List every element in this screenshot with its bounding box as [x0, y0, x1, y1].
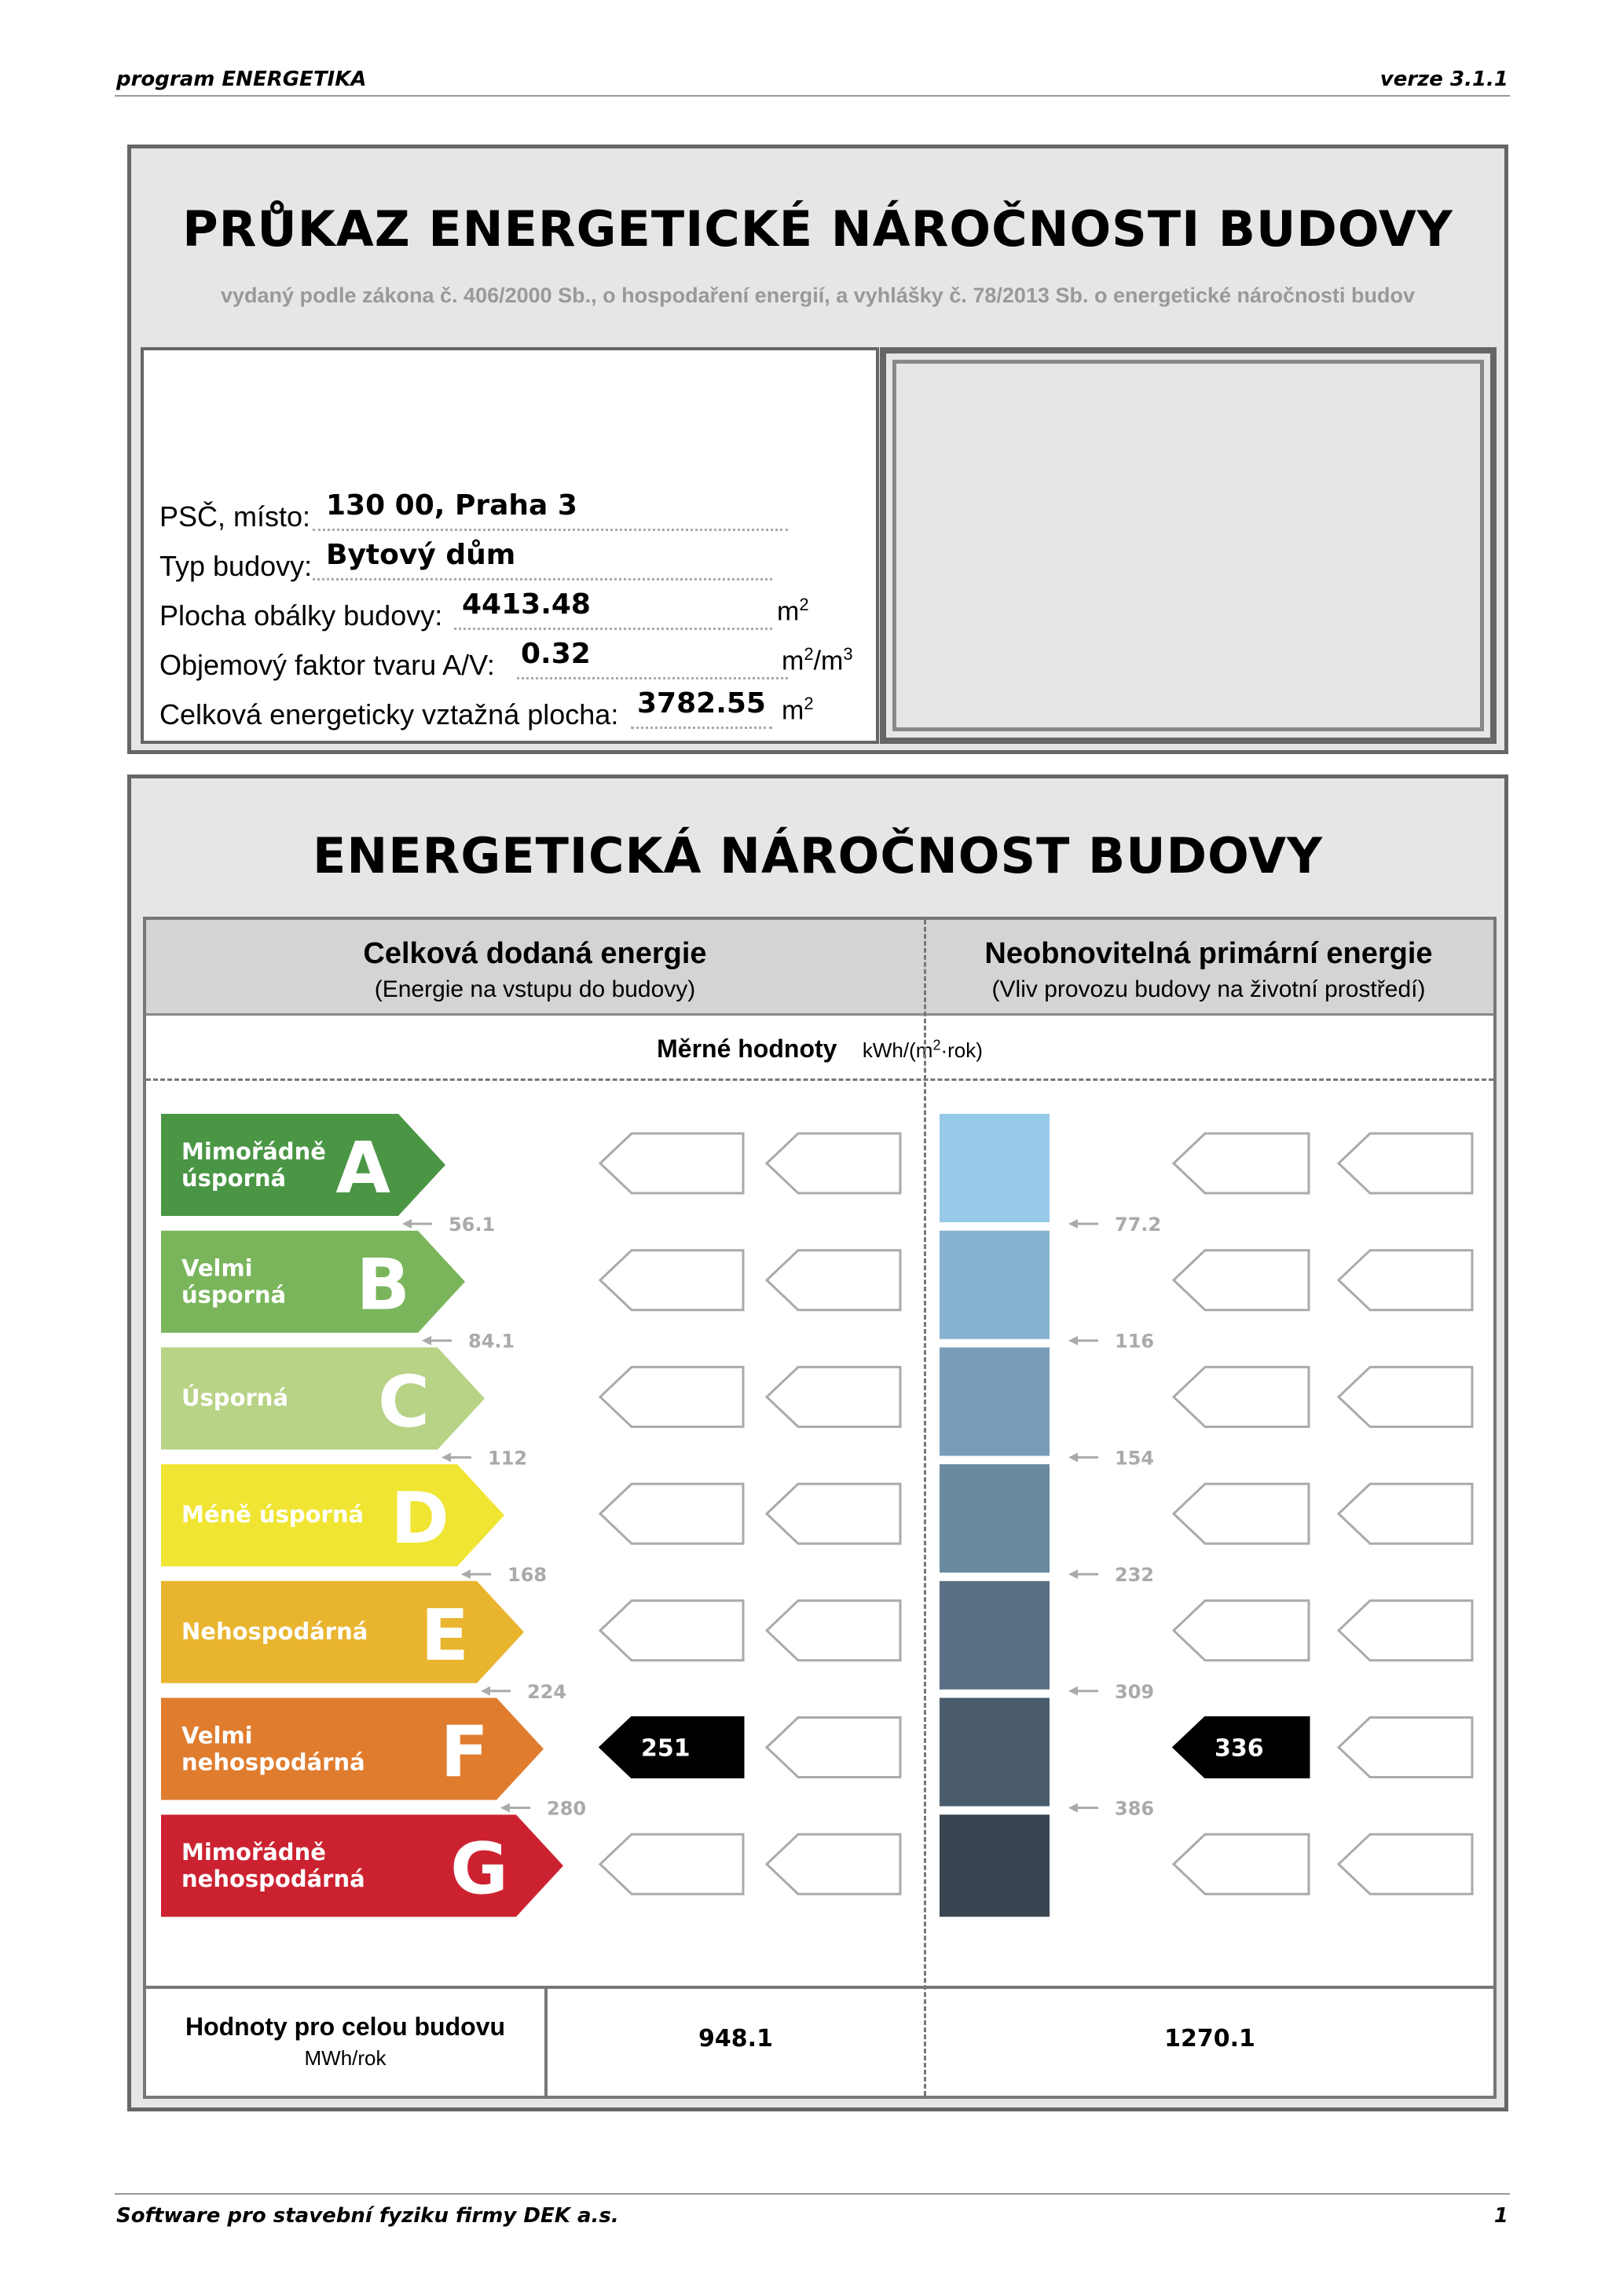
certificate-panel — [127, 145, 1508, 754]
empty-value-marker — [767, 1718, 900, 1778]
class-letter-e: E — [420, 1594, 469, 1677]
class-name-f: Velmi nehospodárná — [181, 1722, 365, 1776]
class-name-b: Velmi úsporná — [181, 1254, 287, 1309]
field-unit: $m^2/m^3$ — [782, 644, 853, 676]
field-value: Bytový dům — [326, 539, 516, 571]
photo-placeholder — [892, 360, 1484, 731]
threshold-arrowhead — [1068, 1336, 1078, 1346]
field-underline — [631, 727, 772, 729]
primary-scale-block-e — [940, 1581, 1050, 1690]
field-unit: $m^2$ — [777, 595, 809, 627]
empty-value-marker — [1174, 1367, 1309, 1426]
primary-scale-block-f — [940, 1698, 1050, 1807]
rating-scale-graphic — [146, 920, 1493, 2096]
field-label: Typ budovy: — [159, 550, 313, 582]
field-label: PSČ, místo: — [159, 500, 311, 533]
empty-value-marker — [600, 1484, 743, 1543]
field-value: 0.32 — [521, 638, 591, 670]
header-program: program ENERGETIKA — [116, 68, 367, 91]
field-label: Plocha obálky budovy: — [159, 599, 443, 632]
delivered-threshold: 112 — [488, 1447, 528, 1470]
whole-building-label: Hodnoty pro celou budovu — [185, 2012, 506, 2041]
col-right-title: Neobnovitelná primární energie — [984, 937, 1433, 970]
threshold-arrowhead — [481, 1686, 490, 1696]
whole-building-delivered: 948.1 — [698, 2025, 773, 2052]
empty-value-marker — [767, 1484, 900, 1543]
primary-threshold: 309 — [1115, 1680, 1155, 1703]
empty-value-marker — [767, 1251, 900, 1310]
delivered-threshold: 56.1 — [449, 1214, 496, 1236]
whole-building-row — [146, 1986, 1493, 2099]
building-info-box — [141, 347, 879, 744]
whole-building-primary: 1270.1 — [1164, 2025, 1255, 2052]
col-left-subtitle: (Energie na vstupu do budovy) — [374, 976, 696, 1002]
threshold-arrowhead — [500, 1803, 510, 1813]
class-name-e: Nehospodárná — [181, 1617, 368, 1645]
empty-value-marker — [600, 1133, 743, 1193]
class-letter-c: C — [377, 1360, 430, 1444]
primary-scale-block-g — [940, 1814, 1050, 1917]
empty-value-marker — [600, 1367, 743, 1426]
field-label: Celková energeticky vztažná plocha: — [159, 698, 619, 731]
field-value: 3782.55 — [637, 687, 766, 720]
empty-value-marker — [600, 1601, 743, 1661]
primary-scale-block-a — [940, 1114, 1050, 1222]
delivered-threshold: 280 — [547, 1797, 587, 1820]
threshold-arrowhead — [1068, 1569, 1078, 1579]
field-underline — [454, 628, 772, 630]
class-letter-a: A — [335, 1127, 390, 1210]
empty-value-marker — [1339, 1484, 1472, 1543]
empty-value-marker — [1339, 1367, 1472, 1426]
class-letter-g: G — [450, 1828, 508, 1911]
primary-threshold: 232 — [1115, 1564, 1155, 1587]
specific-values-label: Měrné hodnoty — [657, 1034, 837, 1063]
field-underline — [313, 529, 788, 531]
threshold-arrowhead — [441, 1452, 451, 1462]
threshold-arrowhead — [1068, 1686, 1078, 1696]
class-name-a: Mimořádně úsporná — [181, 1138, 326, 1192]
class-letter-f: F — [440, 1711, 489, 1794]
col-right-subtitle: (Vliv provozu budovy na životní prostředí) — [991, 976, 1426, 1002]
photo-frame — [880, 347, 1497, 744]
primary-threshold: 116 — [1115, 1330, 1155, 1353]
class-letter-d: D — [390, 1478, 449, 1561]
field-underline — [517, 677, 788, 679]
primary-threshold: 154 — [1115, 1447, 1155, 1470]
rating-area — [143, 917, 1497, 2099]
field-value: 130 00, Praha 3 — [326, 489, 577, 522]
page-number: 1 — [1493, 2204, 1508, 2228]
primary-threshold: 77.2 — [1115, 1214, 1162, 1236]
empty-value-marker — [1174, 1133, 1309, 1193]
whole-building-label-cell — [146, 1989, 548, 2099]
delivered-energy-value: 251 — [641, 1734, 691, 1763]
primary-scale-block-d — [940, 1464, 1050, 1573]
field-label: Objemový faktor tvaru A/V: — [159, 649, 495, 681]
empty-value-marker — [767, 1834, 900, 1894]
threshold-arrowhead — [461, 1569, 471, 1579]
class-letter-b: B — [356, 1243, 410, 1327]
footer-rule — [115, 2193, 1510, 2195]
primary-threshold: 386 — [1115, 1797, 1155, 1820]
empty-value-marker — [767, 1367, 900, 1426]
threshold-arrowhead — [1068, 1452, 1078, 1462]
empty-value-marker — [1174, 1251, 1309, 1310]
class-name-c: Úsporná — [181, 1384, 289, 1412]
specific-values-unit: kWh/$(m^2\cdot rok)$ — [862, 1037, 983, 1062]
primary-scale-block-b — [940, 1231, 1050, 1339]
empty-value-marker — [1339, 1251, 1472, 1310]
whole-building-unit: MWh/rok — [304, 2046, 387, 2070]
delivered-threshold: 168 — [507, 1564, 548, 1587]
threshold-arrowhead — [1068, 1803, 1078, 1813]
primary-scale-block-c — [940, 1347, 1050, 1456]
class-name-d: Méně úsporná — [181, 1501, 365, 1529]
threshold-arrowhead — [402, 1219, 412, 1229]
empty-value-marker — [1339, 1133, 1472, 1193]
threshold-arrowhead — [422, 1336, 431, 1346]
delivered-threshold: 224 — [527, 1680, 567, 1703]
header-version: verze 3.1.1 — [1379, 68, 1508, 91]
empty-value-marker — [1339, 1834, 1472, 1894]
field-underline — [313, 578, 772, 580]
empty-value-marker — [1174, 1601, 1309, 1661]
certificate-title: PRŮKAZ ENERGETICKÉ NÁROČNOSTI BUDOVY — [182, 200, 1453, 258]
empty-value-marker — [600, 1251, 743, 1310]
col-left-title: Celková dodaná energie — [363, 937, 707, 970]
certificate-subtitle: vydaný podle zákona č. 406/2000 Sb., o hospodaření energií, a vyhlášky č. 78/2013 Sb. o energetické náročnosti budov — [220, 284, 1416, 307]
header-rule — [115, 95, 1510, 97]
threshold-arrowhead — [1068, 1219, 1078, 1229]
performance-title: ENERGETICKÁ NÁROČNOST BUDOVY — [313, 827, 1323, 884]
empty-value-marker — [1174, 1484, 1309, 1543]
footer-text: Software pro stavební fyziku firmy DEK a.s. — [116, 2204, 619, 2228]
empty-value-marker — [767, 1133, 900, 1193]
empty-value-marker — [600, 1834, 743, 1894]
field-unit: $m^2$ — [782, 694, 814, 726]
field-value: 4413.48 — [462, 588, 591, 621]
class-name-g: Mimořádně nehospodárná — [181, 1839, 365, 1893]
performance-panel — [127, 774, 1508, 2111]
empty-value-marker — [1339, 1601, 1472, 1661]
empty-value-marker — [1174, 1834, 1309, 1894]
empty-value-marker — [1339, 1718, 1472, 1778]
empty-value-marker — [767, 1601, 900, 1661]
delivered-threshold: 84.1 — [468, 1330, 515, 1353]
primary-energy-value: 336 — [1215, 1734, 1264, 1763]
